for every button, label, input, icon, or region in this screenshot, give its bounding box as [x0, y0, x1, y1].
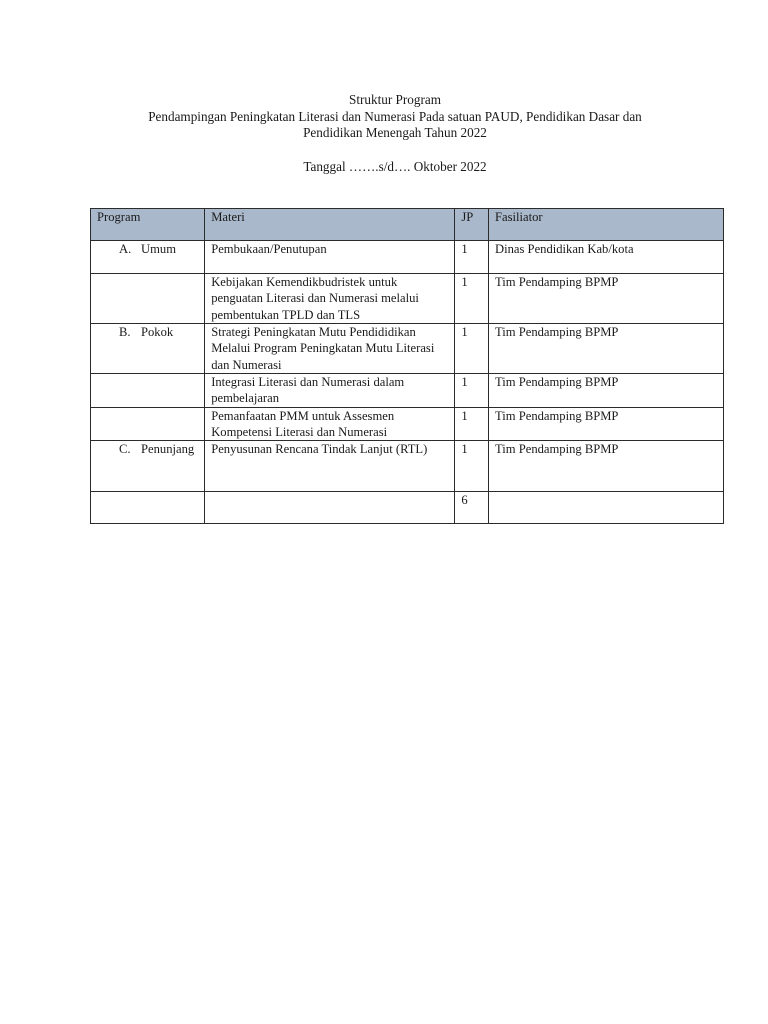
table-row	[91, 441, 724, 492]
table-row	[91, 241, 724, 274]
program-structure-table	[90, 208, 724, 524]
program-cell	[91, 492, 205, 524]
materi-cell: Kebijakan Kemendikbudristek untuk penguatan Literasi dan Numerasi melalui pembentukan TPLD dan TLS	[205, 274, 455, 324]
fasilitator-cell: Tim Pendamping BPMP	[489, 274, 724, 324]
document-heading	[90, 92, 700, 142]
fasilitator-cell	[489, 492, 724, 524]
program-cell	[91, 274, 205, 324]
jp-cell: 1	[455, 374, 489, 408]
fasilitator-cell: Tim Pendamping BPMP	[489, 407, 724, 441]
table-row	[91, 407, 724, 441]
jp-cell: 1	[455, 441, 489, 492]
program-cell	[91, 441, 205, 492]
jp-total-cell: 6	[455, 492, 489, 524]
program-cell	[91, 241, 205, 274]
program-letter: C.	[119, 442, 131, 457]
heading-subtitle-line-1: Pendampingan Peningkatan Literasi dan Numerasi Pada satuan PAUD, Pendidikan Dasar dan	[148, 108, 642, 124]
program-name: Penunjang	[141, 442, 195, 457]
header-jp: JP	[455, 209, 489, 241]
jp-cell: 1	[455, 324, 489, 374]
materi-cell: Penyusunan Rencana Tindak Lanjut (RTL)	[205, 441, 455, 492]
jp-cell: 1	[455, 407, 489, 441]
program-letter: B.	[119, 325, 131, 339]
jp-cell: 1	[455, 241, 489, 274]
header-materi: Materi	[205, 209, 455, 241]
program-name: Pokok	[141, 325, 174, 339]
fasilitator-cell: Tim Pendamping BPMP	[489, 374, 724, 408]
heading-subtitle-line-2: Pendidikan Menengah Tahun 2022	[303, 125, 487, 140]
fasilitator-cell: Dinas Pendidikan Kab/kota	[489, 241, 724, 274]
program-cell	[91, 407, 205, 441]
program-name: Umum	[141, 242, 176, 256]
materi-cell: Pembukaan/Penutupan	[205, 241, 455, 274]
materi-cell: Integrasi Literasi dan Numerasi dalam pembelajaran	[205, 374, 455, 408]
program-cell	[91, 374, 205, 408]
program-cell	[91, 324, 205, 374]
materi-cell	[205, 492, 455, 524]
table-total-row	[91, 492, 724, 524]
materi-cell: Pemanfaatan PMM untuk Assesmen Kompetensi Literasi dan Numerasi	[205, 407, 455, 441]
table-row	[91, 324, 724, 374]
table-row	[91, 274, 724, 324]
fasilitator-cell: Tim Pendamping BPMP	[489, 324, 724, 374]
jp-cell: 1	[455, 274, 489, 324]
header-program: Program	[91, 209, 205, 241]
heading-title: Struktur Program	[349, 92, 441, 107]
table-row	[91, 374, 724, 408]
materi-cell: Strategi Peningkatan Mutu Pendididikan Melalui Program Peningkatan Mutu Literasi dan Numerasi	[205, 324, 455, 374]
header-fasilitator: Fasiliator	[489, 209, 724, 241]
program-letter: A.	[119, 242, 132, 256]
date-line: Tanggal …….s/d…. Oktober 2022	[303, 159, 487, 174]
fasilitator-cell: Tim Pendamping BPMP	[489, 441, 724, 492]
table-header-row	[91, 209, 724, 241]
